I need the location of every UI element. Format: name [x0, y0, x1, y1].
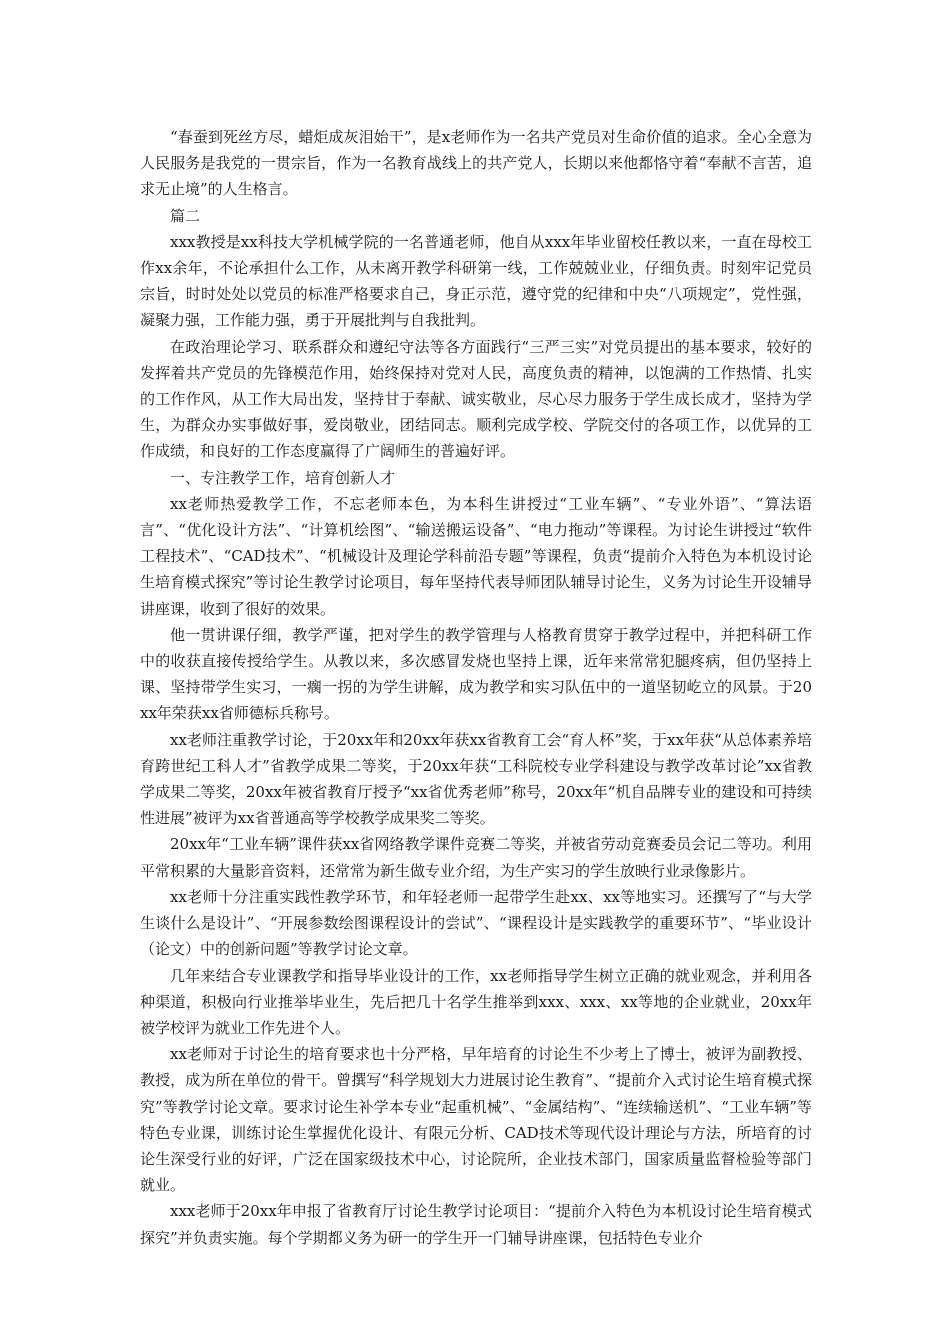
paragraph: xx老师对于讨论生的培育要求也十分严格，早年培育的讨论生不少考上了博士，被评为副教授、教授，成为所在单位的骨干。曾撰写“科学规划大力进展讨论生教育”、“提前介入式讨论生培育模式探究”等教学讨论文章。要求讨论生补学本专业“起重机械”、“金属结构”、“连续输送机”、“工业车辆”等特色专业课，训练讨论生掌握优化设计、有限元分析、CAD技术等现代设计理论与方法，所培育的讨论生深受行业的好评，广泛在国家级技术中心，讨论院所，企业技术部门，国家质量监督检验等部门就业。 [140, 1045, 812, 1195]
paragraph: xx老师十分注重实践性教学环节，和年轻老师一起带学生赴xx、xx等地实习。还撰写了“与大学生谈什么是设计”、“开展参数绘图课程设计的尝试”、“课程设计是实践教学的重要环节”、“毕业设计（论文）中的创新问题”等教学讨论文章。 [140, 887, 812, 959]
document-page [140, 124, 812, 1251]
paragraph: “春蚕到死丝方尽，蜡炬成灰泪始干”，是x老师作为一名共产党员对生命价值的追求。全心全意为人民服务是我党的一贯宗旨，作为一名教育战线上的共产党人，长期以来他都恪守着“奉献不言苦，追求无止境”的人生格言。 [140, 128, 812, 199]
paragraph: xx老师注重教学讨论，于20xx年和20xx年获xx省教育工会“育人杯”奖，于xx年获“从总体素养培育跨世纪工科人才”省教学成果二等奖，于20xx年获“工科院校专业学科建设与教学改革讨论”xx省教学成果二等奖，20xx年被省教育厅授予“xx省优秀老师”称号，20xx年“机自品牌专业的建设和可持续性进展”被评为xx省普通高等学校教学成果奖二等奖。 [140, 730, 812, 828]
section-heading: 一、专注教学工作，培育创新人才 [170, 468, 396, 487]
paragraph: 20xx年“工业车辆”课件获xx省网络教学课件竞赛二等奖，并被省劳动竞赛委员会记二等功。利用平常积累的大量影音资料，还常常为新生做专业介绍，为生产实习的学生放映行业录像影片。 [140, 835, 812, 880]
paragraph: 几年来结合专业课教学和指导毕业设计的工作，xx老师指导学生树立正确的就业观念，并利用各种渠道，积极向行业推举毕业生，先后把几十名学生推举到xxx、xxx、xx等地的企业就业，20xx年被学校评为就业工作先进个人。 [140, 966, 812, 1037]
section-heading: 篇二 [170, 206, 201, 225]
paragraph: xx老师热爱教学工作，不忘老师本色，为本科生讲授过“工业车辆”、“专业外语”、“算法语言”、“优化设计方法”、“计算机绘图”、“输送搬运设备”、“电力拖动”等课程。为讨论生讲授过“软件工程技术”、“CAD技术”、“机械设计及理论学科前沿专题”等课程，负责“提前介入特色为本机设讨论生培育模式探究”等讨论生教学讨论项目，每年坚持代表导师团队辅导讨论生，义务为讨论生开设辅导讲座课，收到了很好的效果。 [140, 494, 812, 618]
paragraph: 他一贯讲课仔细，教学严谨，把对学生的教学管理与人格教育贯穿于教学过程中，并把科研工作中的收获直接传授给学生。从教以来，多次感冒发烧也坚持上课，近年来常常犯腿疼病，但仍坚持上课、坚持带学生实习，一瘸一拐的为学生讲解，成为教学和实习队伍中的一道坚韧屹立的风景。于20xx年荣获xx省师德标兵称号。 [140, 625, 812, 723]
paragraph: xxx教授是xx科技大学机械学院的一名普通老师，他自从xxx年毕业留校任教以来，一直在母校工作xx余年，不论承担什么工作，从未离开教学科研第一线，工作兢兢业业，仔细负责。时刻牢记党员宗旨，时时处处以党员的标准严格要求自己，身正示范，遵守党的纪律和中央“八项规定”，党性强，凝聚力强，工作能力强，勇于开展批判与自我批判。 [140, 232, 812, 330]
paragraph: xxx老师于20xx年申报了省教育厅讨论生教学讨论项目：“提前介入特色为本机设讨论生培育模式探究”并负责实施。每个学期都义务为研一的学生开一门辅导讲座课，包括特色专业介 [140, 1202, 812, 1247]
paragraph: 在政治理论学习、联系群众和遵纪守法等各方面践行“三严三实”对党员提出的基本要求，较好的发挥着共产党员的先锋模范作用，始终保持对党对人民，高度负责的精神，以饱满的工作热情、扎实的工作作风，从工作大局出发，坚持甘于奉献、诚实敬业，尽心尽力服务于学生成长成才，坚持为学生，为群众办实事做好事，爱岗敬业，团结同志。顺利完成学校、学院交付的各项工作，以优异的工作成绩，和良好的工作态度赢得了广阔师生的普遍好评。 [140, 337, 812, 461]
